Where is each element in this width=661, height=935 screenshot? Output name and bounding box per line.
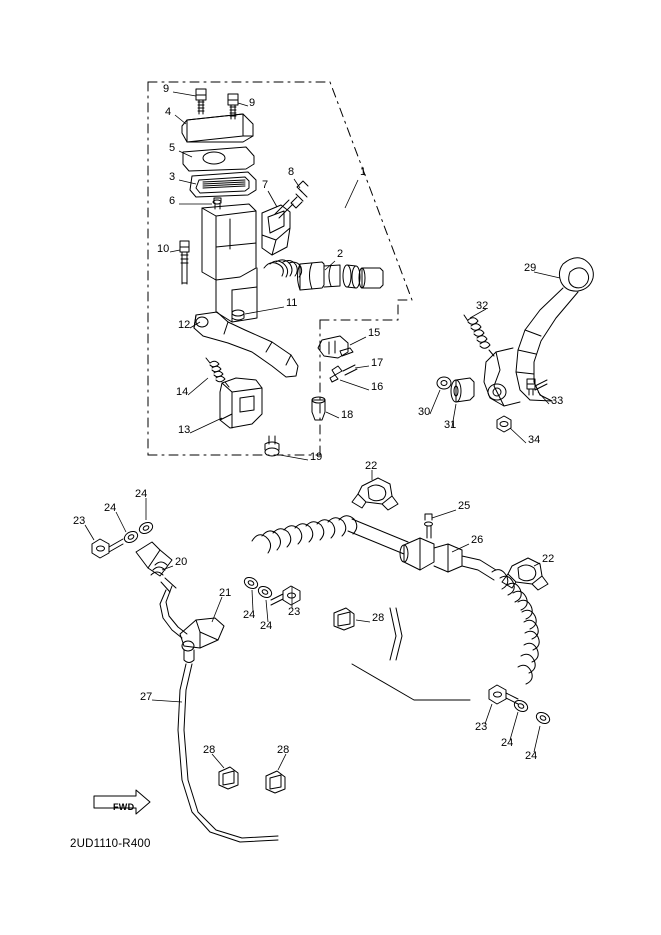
callout-5: 5 <box>169 142 176 154</box>
callout-33: 33 <box>551 395 564 407</box>
callout-31: 31 <box>444 419 457 431</box>
callout-24f: 24 <box>525 750 538 762</box>
callout-28a: 28 <box>372 612 385 624</box>
callout-18: 18 <box>341 409 354 421</box>
callout-22b: 22 <box>542 553 555 565</box>
callout-27: 27 <box>140 691 153 703</box>
callout-21: 21 <box>219 587 232 599</box>
callout-9: 9 <box>163 83 170 95</box>
callout-24b: 24 <box>135 488 148 500</box>
callout-26: 26 <box>471 534 484 546</box>
callout-12: 12 <box>178 319 191 331</box>
callout-9b: 9 <box>249 97 256 109</box>
callout-23b: 23 <box>288 606 301 618</box>
callout-23a: 23 <box>73 515 86 527</box>
callout-10: 10 <box>157 243 170 255</box>
callout-3: 3 <box>169 171 176 183</box>
callout-16: 16 <box>371 381 384 393</box>
callout-7: 7 <box>262 179 269 191</box>
callout-30: 30 <box>418 406 431 418</box>
callout-34: 34 <box>528 434 541 446</box>
callout-23c: 23 <box>475 721 488 733</box>
callout-15: 15 <box>368 327 381 339</box>
callout-24d: 24 <box>260 620 273 632</box>
callout-28b: 28 <box>203 744 216 756</box>
callout-24a: 24 <box>104 502 117 514</box>
callout-13: 13 <box>178 424 191 436</box>
callout-2: 2 <box>337 248 344 260</box>
callout-32: 32 <box>476 300 489 312</box>
callout-20: 20 <box>175 556 188 568</box>
callout-17: 17 <box>371 357 384 369</box>
callout-29: 29 <box>524 262 537 274</box>
callout-8: 8 <box>288 166 295 178</box>
fwd-direction-label: FWD <box>113 802 135 812</box>
callout-22: 22 <box>365 460 378 472</box>
callout-14: 14 <box>176 386 189 398</box>
callout-1: 1 <box>360 166 367 178</box>
callout-4: 4 <box>165 106 172 118</box>
part-code-label: 2UD1110-R400 <box>70 838 151 850</box>
callout-28c: 28 <box>277 744 290 756</box>
callout-24c: 24 <box>243 609 256 621</box>
callout-11: 11 <box>286 297 298 309</box>
callout-25: 25 <box>458 500 471 512</box>
callout-19: 19 <box>310 451 323 463</box>
callout-24e: 24 <box>501 737 514 749</box>
callout-6: 6 <box>169 195 176 207</box>
